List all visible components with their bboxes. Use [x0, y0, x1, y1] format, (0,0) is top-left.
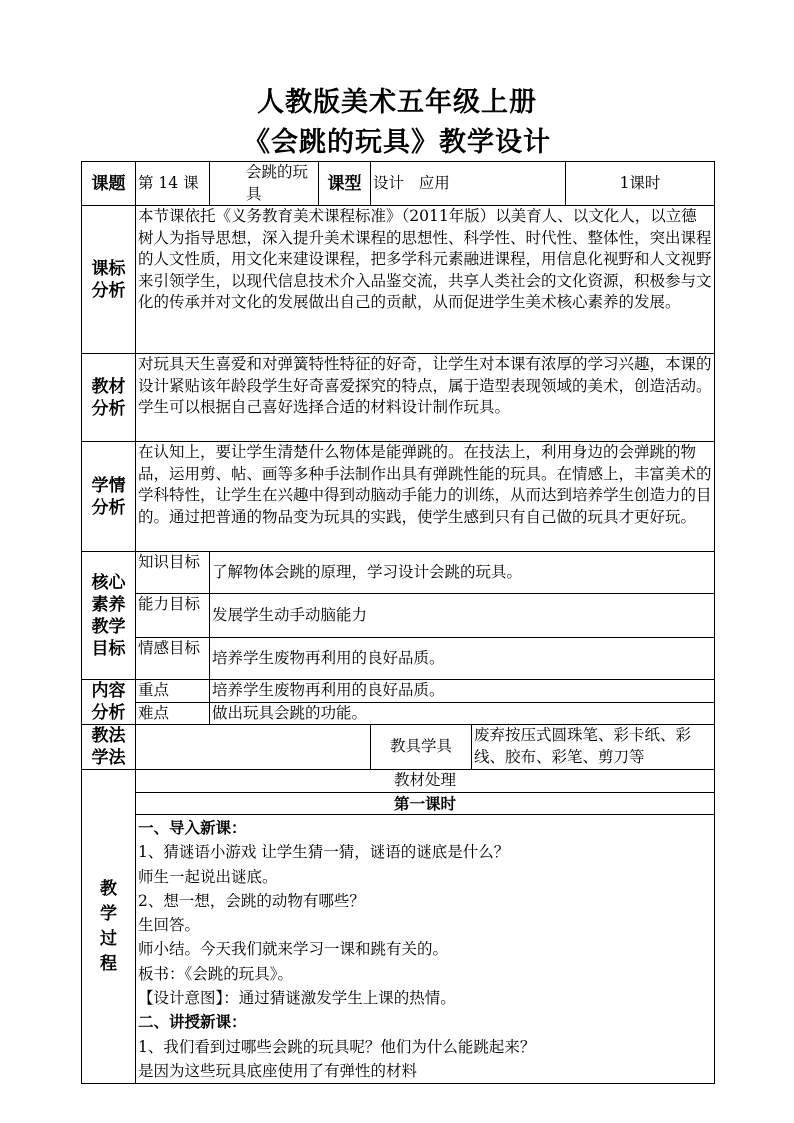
- tools-label: 教具学具: [371, 725, 472, 770]
- standards-row: [82, 206, 715, 354]
- goal-row-emotion: [82, 638, 715, 680]
- process-lesson-title: 第一课时: [136, 792, 715, 815]
- goal-name-knowledge: 知识目标: [136, 552, 210, 594]
- process-line: 师小结。今天我们就来学习一课和跳有关的。: [138, 940, 449, 959]
- content-row-key: [82, 680, 715, 703]
- process-header: 教材处理: [136, 770, 715, 793]
- process-line: 2、想一想，会跳的动物有哪些？: [138, 891, 365, 910]
- standards-text: 本节课依托《义务教育美术课程标准》（2011年版）以美育人、以文化人，以立德树人为指导思想，深入提升美术课程的思想性、科学性、时代性、整体性，突出课程的人文性质，用文化来建设课程，把多学科元素融进课程，用信息化视野和人文视野来引领学生，以现代信息技术介入品鉴交流，共享人类社会的文化资源，积极参与文化的传承并对文化的发展做出自己的贡献，从而促进学生美术核心素养的发展。: [136, 206, 715, 354]
- goal-text-knowledge: 了解物体会跳的原理，学习设计会跳的玩具。: [210, 552, 715, 594]
- document-title-line1: 人教版美术五年级上册: [257, 87, 537, 118]
- process-line: 二、讲授新课：: [138, 1012, 247, 1032]
- process-line: 1、猜谜语小游戏 让学生猜一猜，谜语的谜底是什么？: [138, 843, 510, 862]
- goal-text-ability: 发展学生动手动脑能力: [210, 594, 715, 638]
- lesson-type-label: 课型: [319, 162, 371, 206]
- content-row-difficulty: [82, 702, 715, 725]
- process-label: 教学过程: [82, 770, 136, 1084]
- material-text: 对玩具天生喜爱和对弹簧特性特征的好奇，让学生对本课有浓厚的学习兴趣，本课的设计紧贴该年龄段学生好奇喜爱探究的特点，属于造型表现领域的美术，创造活动。学生可以根据自己喜好选择合适的材料设计制作玩具。: [136, 354, 715, 442]
- lesson-name: 会跳的玩具: [210, 162, 319, 206]
- standards-label: 课标分析: [82, 206, 136, 354]
- material-label: 教材分析: [82, 354, 136, 442]
- topic-row: [82, 162, 715, 206]
- lesson-number: 第 14 课: [136, 162, 210, 206]
- goal-name-ability: 能力目标: [136, 594, 210, 638]
- content-label: 内容分析: [82, 680, 136, 725]
- process-line: 1、我们看到过哪些会跳的玩具呢？他们为什么能跳起来？: [138, 1037, 536, 1056]
- lesson-type-value: 设计 应用: [371, 162, 566, 206]
- students-label: 学情分析: [82, 442, 136, 552]
- document-title-line2: 《会跳的玩具》教学设计: [243, 127, 551, 158]
- methods-row: [82, 725, 715, 770]
- process-line: 生回答。: [138, 916, 201, 935]
- lesson-hours: 1课时: [566, 162, 715, 206]
- content-text-key: 培养学生废物再利用的良好品质。: [210, 680, 715, 703]
- process-line: 板书：《会跳的玩具》。: [138, 964, 294, 983]
- lesson-plan-table: [81, 161, 715, 1084]
- content-text-difficulty: 做出玩具会跳的功能。: [210, 702, 715, 725]
- tools-value: 废弃按压式圆珠笔、彩卡纸、彩线、胶布、彩笔、剪刀等: [472, 725, 715, 770]
- goals-label: 核心素养教学目标: [82, 552, 136, 680]
- goal-row-ability: [82, 594, 715, 638]
- content-name-key: 重点: [136, 680, 210, 703]
- material-row: [82, 354, 715, 442]
- process-line: 【设计意图】：通过猜谜激发学生上课的热情。: [138, 989, 456, 1008]
- goal-text-emotion: 培养学生废物再利用的良好品质。: [210, 638, 715, 680]
- methods-label: 教法学法: [82, 725, 136, 770]
- topic-label: 课题: [82, 162, 136, 206]
- content-name-difficulty: 难点: [136, 702, 210, 725]
- goal-name-emotion: 情感目标: [136, 638, 210, 680]
- goal-row-knowledge: [82, 552, 715, 594]
- process-header-row: [82, 770, 715, 793]
- process-lesson-title-row: [82, 792, 715, 815]
- process-body: [136, 815, 715, 1084]
- process-line: 一、导入新课：: [138, 818, 247, 837]
- students-text: 在认知上，要让学生清楚什么物体是能弹跳的。在技法上，利用身边的会弹跳的物品，运用剪、帖、画等多种手法制作出具有弹跳性能的玩具。在情感上，丰富美术的学科特性，让学生在兴趣中得到动脑动手能力的训练，从而达到培养学生创造力的目的。通过把普通的物品变为玩具的实践，使学生感到只有自己做的玩具才更好玩。: [136, 442, 715, 552]
- process-line: 是因为这些玩具底座使用了有弹性的材料: [138, 1061, 418, 1080]
- students-row: [82, 442, 715, 552]
- process-body-row: [82, 815, 715, 1084]
- methods-value: [136, 725, 371, 770]
- process-line: 师生一起说出谜底。: [138, 867, 278, 886]
